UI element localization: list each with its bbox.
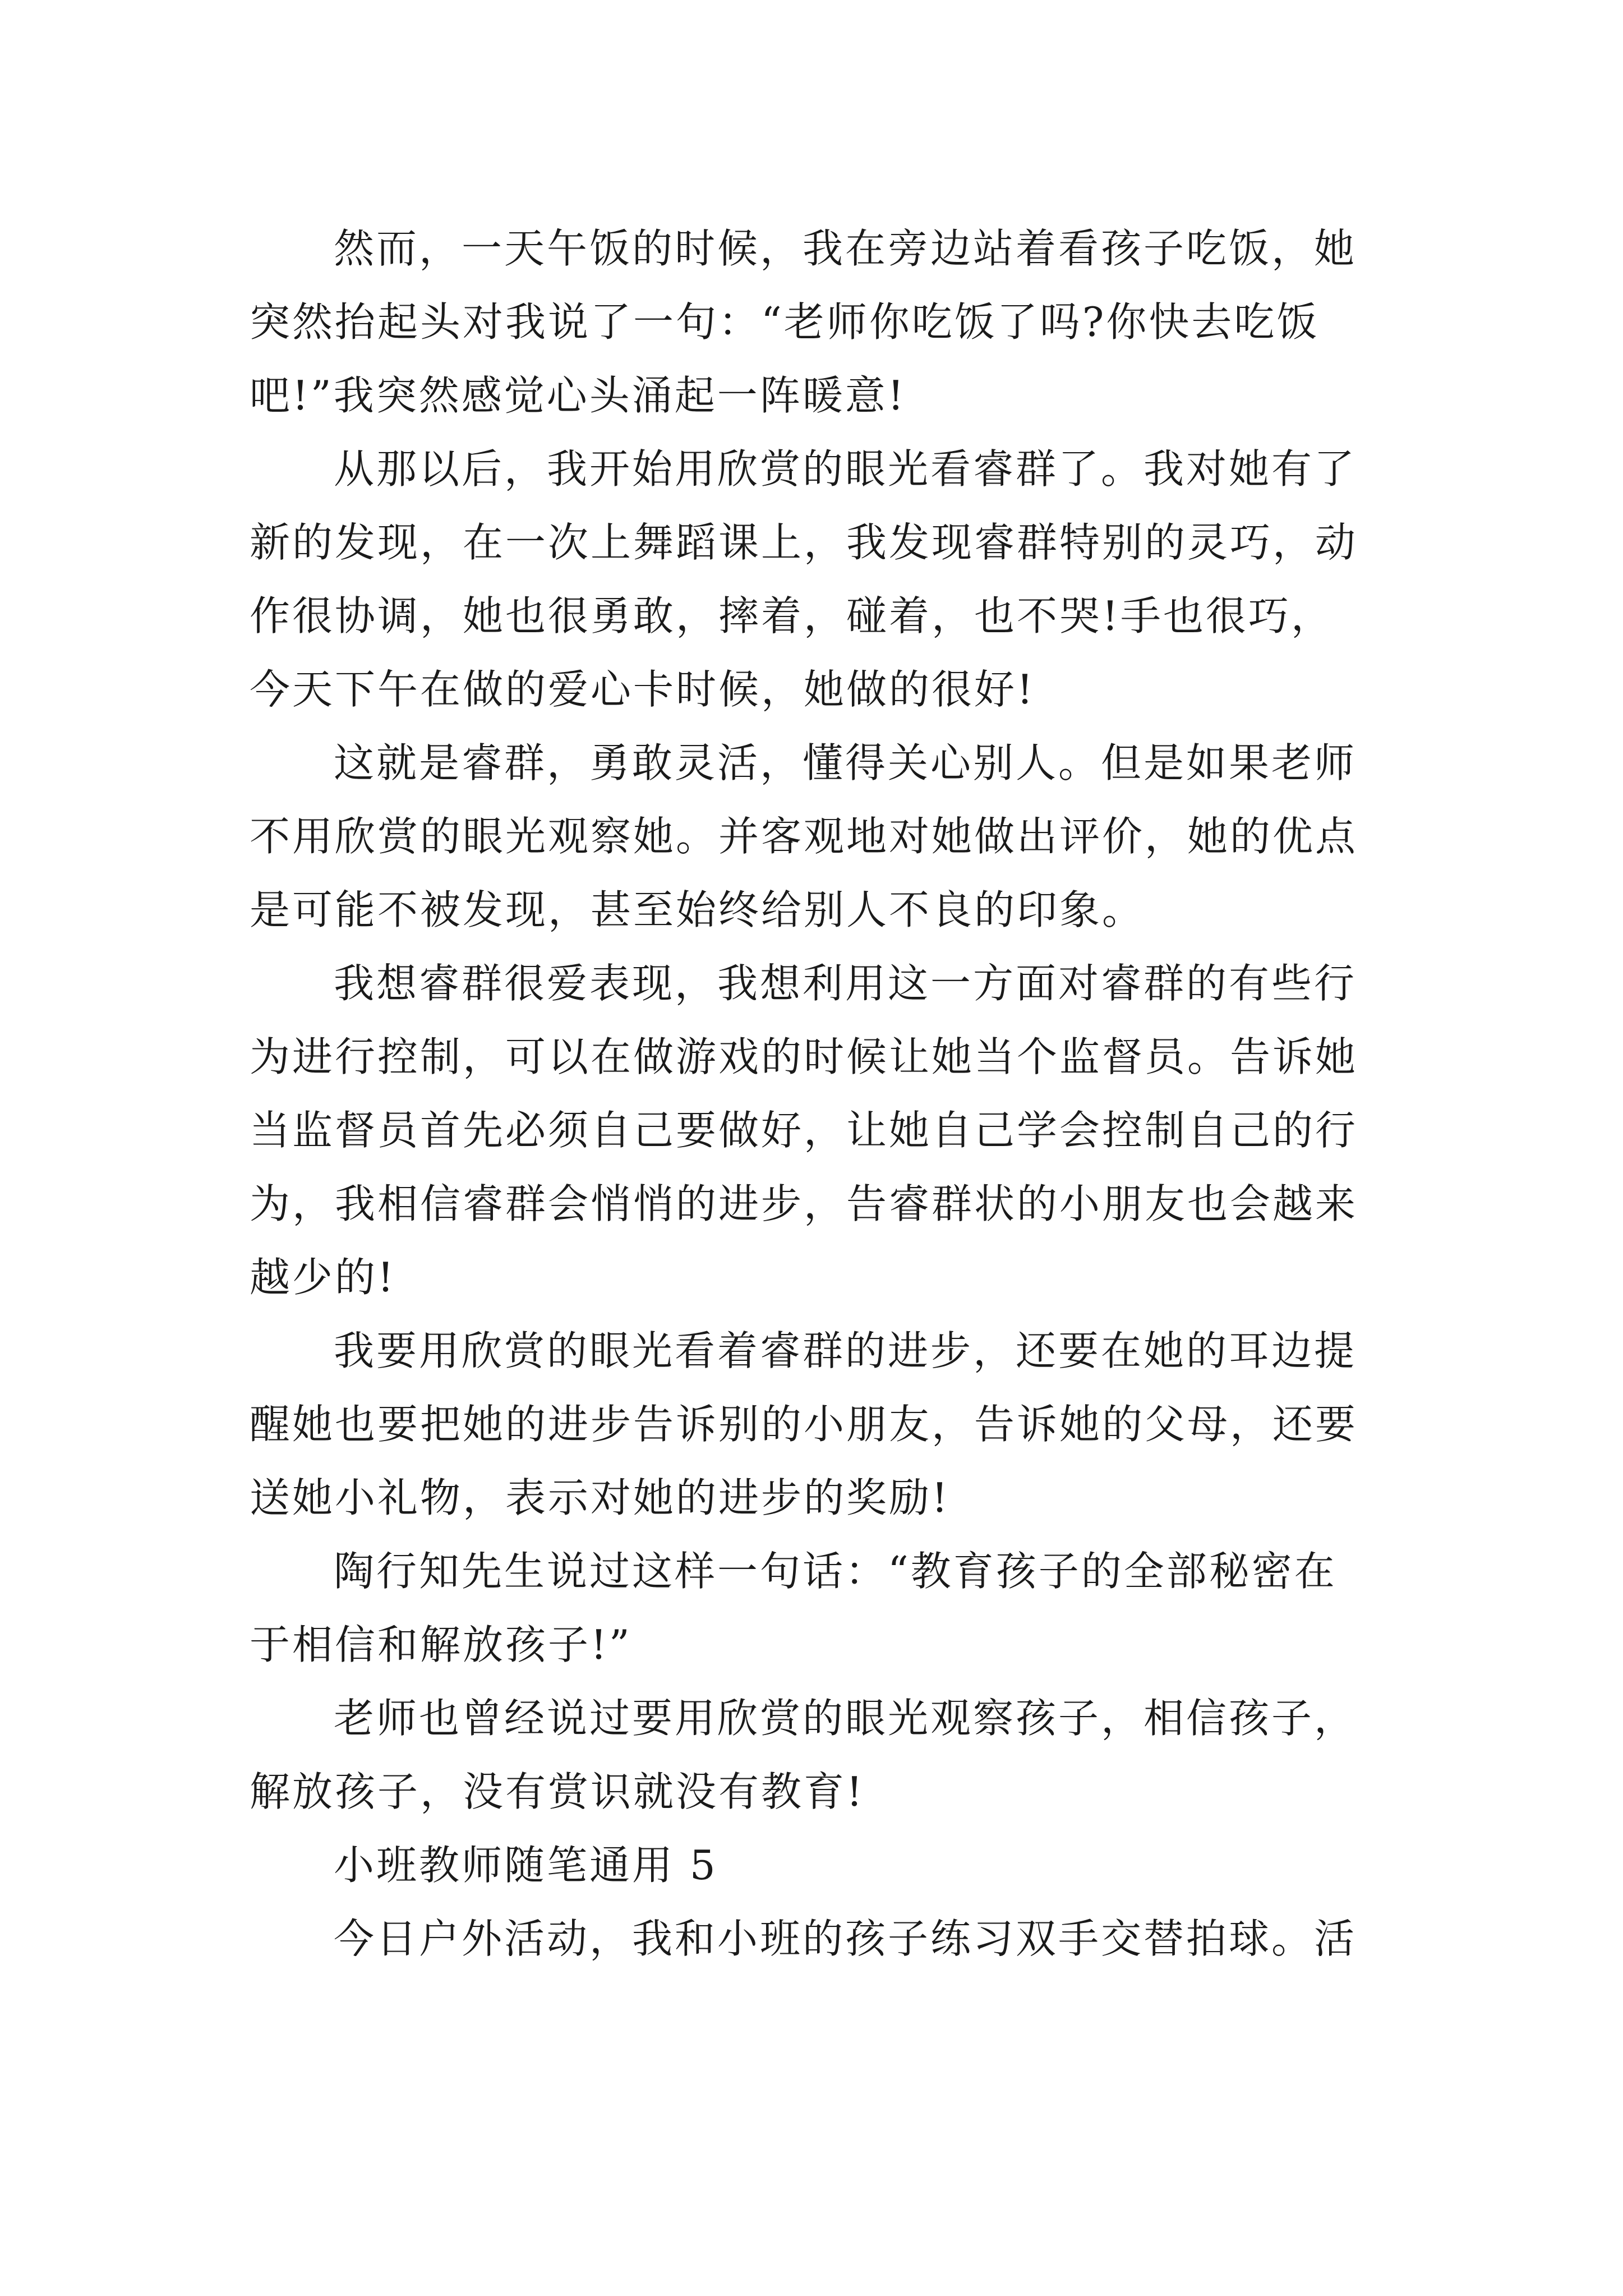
paragraph-first-line: 然而，一天午饭的时候，我在旁边站着看孩子吃饭，她 [334,225,1357,272]
paragraph-first-line: 我想睿群很爱表现，我想利用这一方面对睿群的有些行 [334,960,1357,1007]
paragraph-line: 为进行控制，可以在做游戏的时候让她当个监督员。告诉她 [250,1033,1358,1080]
paragraph-line: 突然抬起头对我说了一句：“老师你吃饭了吗?你快去吃饭 [250,298,1320,346]
paragraph-first-line: 从那以后，我开始用欣赏的眼光看睿群了。我对她有了 [334,445,1357,493]
paragraph-line: 越少的! [250,1254,396,1301]
paragraph-first-line: 我要用欣赏的眼光看着睿群的进步，还要在她的耳边提 [334,1327,1357,1374]
paragraph-line: 于相信和解放孩子!” [250,1621,632,1668]
paragraph-line: 吧!”我突然感觉心头涌起一阵暖意! [250,372,906,419]
paragraph-line: 醒她也要把她的进步告诉别的小朋友，告诉她的父母，还要 [250,1401,1358,1448]
paragraph-line: 作很协调，她也很勇敢，摔着，碰着，也不哭!手也很巧， [250,592,1334,639]
paragraph-first-line: 这就是睿群，勇敢灵活，懂得关心别人。但是如果老师 [334,739,1357,786]
document-body [250,212,1388,1976]
paragraph-line: 为，我相信睿群会悄悄的进步，告睿群状的小朋友也会越来 [250,1180,1358,1227]
paragraph-first-line: 陶行知先生说过这样一句话：“教育孩子的全部秘密在 [334,1548,1337,1595]
paragraph-line: 新的发现，在一次上舞蹈课上，我发现睿群特别的灵巧，动 [250,519,1358,566]
paragraph-first-line: 老师也曾经说过要用欣赏的眼光观察孩子，相信孩子， [334,1695,1357,1742]
paragraph-line: 不用欣赏的眼光观察她。并客观地对她做出评价，她的优点 [250,813,1358,860]
paragraph-first-line: 今日户外活动，我和小班的孩子练习双手交替拍球。活 [334,1915,1357,1962]
paragraph-line: 当监督员首先必须自己要做好，让她自己学会控制自己的行 [250,1107,1358,1154]
paragraph-first-line: 小班教师随笔通用 5 [334,1842,718,1889]
paragraph-line: 今天下午在做的爱心卡时候，她做的很好! [250,666,1035,713]
paragraph-line: 是可能不被发现，甚至始终给别人不良的印象。 [250,886,1145,933]
paragraph-line: 解放孩子，没有赏识就没有教育! [250,1768,865,1815]
paragraph-line: 送她小礼物，表示对她的进步的奖励! [250,1474,950,1521]
